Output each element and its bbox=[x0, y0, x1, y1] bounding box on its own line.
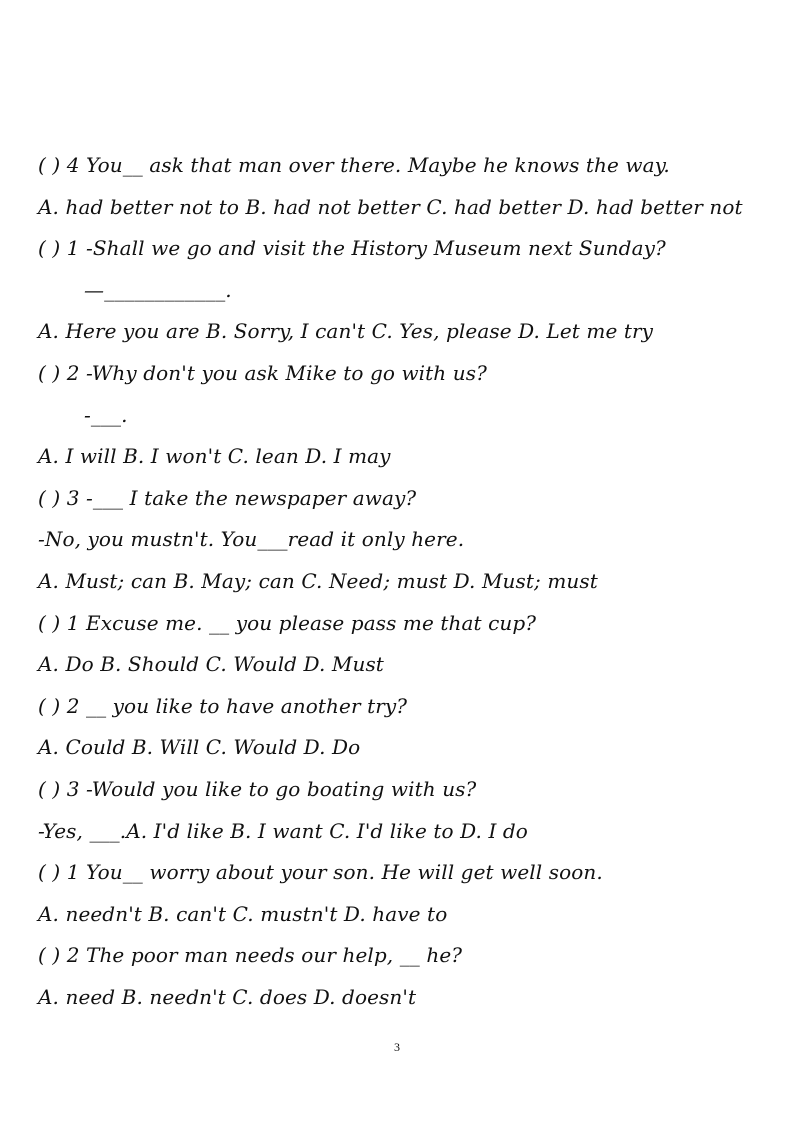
question-line: ( ) 3 -___ I take the newspaper away? bbox=[38, 485, 417, 510]
answer-options: A. I will B. I won't C. lean D. I may bbox=[38, 444, 391, 469]
answer-options: A. Could B. Will C. Would D. Do bbox=[38, 735, 361, 760]
answer-options: A. had better not to B. had not better C. had better D. had better not bbox=[38, 194, 743, 219]
answer-blank: —____________. bbox=[84, 277, 232, 302]
question-line: ( ) 2 The poor man needs our help, __ he? bbox=[38, 943, 463, 968]
answer-options: A. Here you are B. Sorry, I can't C. Yes, please D. Let me try bbox=[38, 319, 654, 344]
answer-options: A. need B. needn't C. does D. doesn't bbox=[38, 984, 417, 1009]
question-line: -No, you mustn't. You___read it only here. bbox=[38, 527, 465, 552]
page-number: 3 bbox=[394, 1040, 400, 1054]
question-line: ( ) 1 You__ worry about your son. He will get well soon. bbox=[38, 860, 603, 885]
question-line: ( ) 1 -Shall we go and visit the History Museum next Sunday? bbox=[38, 236, 666, 261]
answer-options: -Yes, ___.A. I'd like B. I want C. I'd like to D. I do bbox=[38, 818, 528, 843]
question-list bbox=[38, 145, 768, 1018]
answer-options: A. Must; can B. May; can C. Need; must D. Must; must bbox=[38, 568, 598, 593]
question-line: ( ) 2 __ you like to have another try? bbox=[38, 693, 408, 718]
answer-options: A. needn't B. can't C. mustn't D. have to bbox=[38, 901, 448, 926]
question-line: ( ) 3 -Would you like to go boating with us? bbox=[38, 776, 477, 801]
question-line: ( ) 4 You__ ask that man over there. Maybe he knows the way. bbox=[38, 153, 670, 177]
question-line: ( ) 1 Excuse me. __ you please pass me that cup? bbox=[38, 610, 537, 635]
answer-options: A. Do B. Should C. Would D. Must bbox=[38, 652, 384, 677]
question-line: ( ) 2 -Why don't you ask Mike to go with us? bbox=[38, 360, 487, 385]
answer-blank: -___. bbox=[84, 402, 128, 427]
